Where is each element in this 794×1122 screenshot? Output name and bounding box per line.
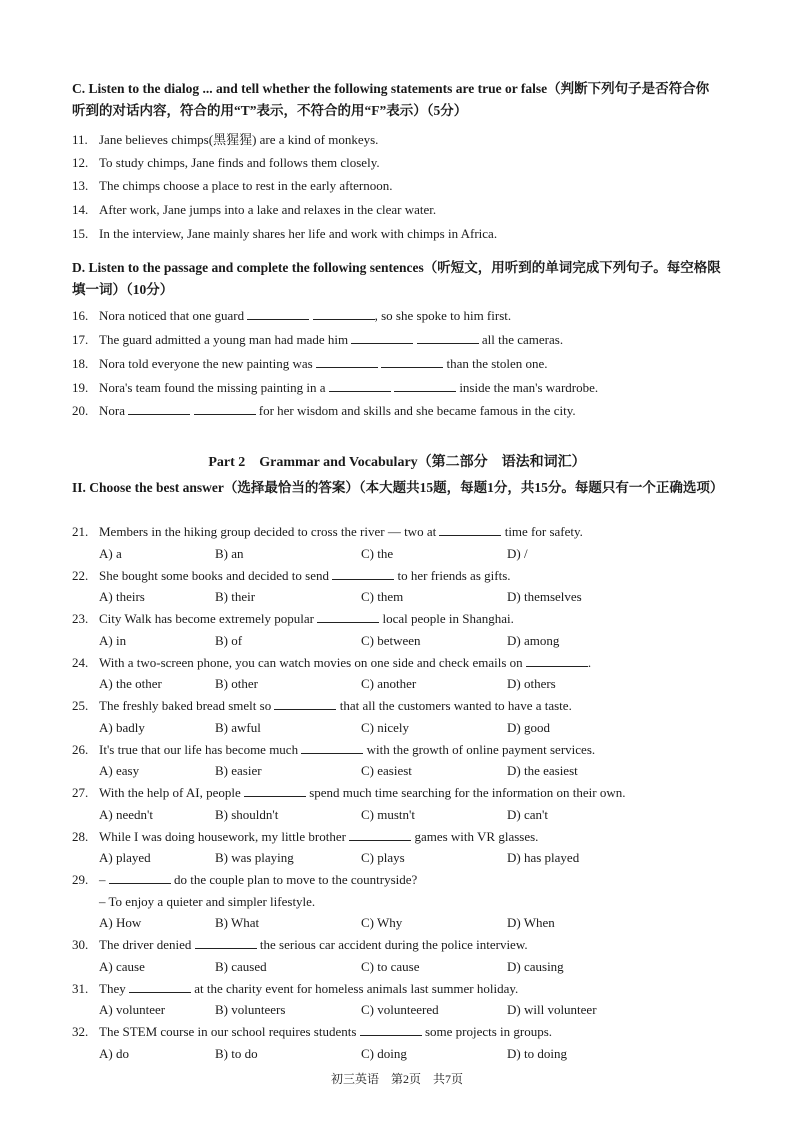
part-2-title: Part 2 Grammar and Vocabulary（第二部分 语法和词汇） <box>208 455 586 470</box>
list-item: 14. After work, Jane jumps into a lake and relaxes in the clear water. <box>72 202 437 217</box>
answer-blank[interactable] <box>128 402 190 415</box>
question-stem: 24. With a two-screen phone, you can watch movies on one side and check emails on . <box>72 655 592 670</box>
option[interactable]: B) volunteers <box>215 1002 286 1017</box>
answer-blank[interactable] <box>247 307 309 320</box>
option[interactable]: D) themselves <box>507 589 582 604</box>
answer-blank[interactable] <box>526 654 588 667</box>
answer-blank[interactable] <box>417 331 479 344</box>
option[interactable]: C) volunteered <box>361 1002 439 1017</box>
answer-blank[interactable] <box>194 402 256 415</box>
option[interactable]: B) was playing <box>215 850 294 865</box>
question-stem: 21. Members in the hiking group decided to cross the river — two at time for safety. <box>72 524 583 539</box>
page-footer: 初三英语 第2页 共7页 <box>330 1072 463 1086</box>
answer-blank[interactable] <box>349 828 411 841</box>
option[interactable]: D) has played <box>507 850 580 865</box>
question-stem: 27. With the help of AI, people spend much time searching for the information on their own. <box>72 785 626 800</box>
question-stem: 32. The STEM course in our school requires students some projects in groups. <box>72 1024 553 1039</box>
option[interactable]: A) badly <box>99 720 145 735</box>
answer-blank[interactable] <box>109 871 171 884</box>
option[interactable]: A) a <box>99 546 122 561</box>
option[interactable]: D) others <box>507 676 556 691</box>
option[interactable]: B) their <box>215 589 256 604</box>
option[interactable]: A) volunteer <box>99 1002 166 1017</box>
option[interactable]: C) Why <box>361 915 403 930</box>
option[interactable]: C) another <box>361 676 417 691</box>
question-response: – To enjoy a quieter and simpler lifestyle. <box>99 894 316 909</box>
answer-blank[interactable] <box>351 331 413 344</box>
option[interactable]: B) caused <box>215 959 267 974</box>
option[interactable]: A) played <box>99 850 151 865</box>
option[interactable]: C) doing <box>361 1046 407 1061</box>
option[interactable]: C) them <box>361 589 404 604</box>
option[interactable]: D) / <box>507 546 528 561</box>
option[interactable]: A) easy <box>99 763 140 778</box>
option[interactable]: A) theirs <box>99 589 145 604</box>
option[interactable]: D) will volunteer <box>507 1002 597 1017</box>
option[interactable]: A) needn't <box>99 807 153 822</box>
option[interactable]: B) other <box>215 676 258 691</box>
answer-blank[interactable] <box>244 784 306 797</box>
option[interactable]: B) an <box>215 546 244 561</box>
option[interactable]: C) nicely <box>361 720 410 735</box>
list-item: 15. In the interview, Jane mainly shares her life and work with chimps in Africa. <box>72 226 498 241</box>
list-item: 19. Nora's team found the missing painting in a inside the man's wardrobe. <box>72 380 599 395</box>
option[interactable]: A) do <box>99 1046 129 1061</box>
option[interactable]: D) good <box>507 720 550 735</box>
option[interactable]: D) When <box>507 915 555 930</box>
option[interactable]: C) to cause <box>361 959 420 974</box>
list-item: 13. The chimps choose a place to rest in the early afternoon. <box>72 178 393 193</box>
option[interactable]: D) causing <box>507 959 564 974</box>
answer-blank[interactable] <box>439 523 501 536</box>
option[interactable]: D) the easiest <box>507 763 578 778</box>
option[interactable]: B) awful <box>215 720 261 735</box>
list-item: 20. Nora for her wisdom and skills and she became famous in the city. <box>72 403 576 418</box>
answer-blank[interactable] <box>195 936 257 949</box>
question-stem: 22. She bought some books and decided to send to her friends as gifts. <box>72 568 511 583</box>
option[interactable]: B) What <box>215 915 260 930</box>
option[interactable]: A) the other <box>99 676 162 691</box>
question-stem: 28. While I was doing housework, my little brother games with VR glasses. <box>72 829 539 844</box>
option[interactable]: D) to doing <box>507 1046 567 1061</box>
option[interactable]: B) shouldn't <box>215 807 279 822</box>
answer-blank[interactable] <box>274 697 336 710</box>
option[interactable]: A) in <box>99 633 127 648</box>
answer-blank[interactable] <box>332 567 394 580</box>
section-d-heading: D. Listen to the passage and complete the following sentences（听短文，用听到的单词完成下列句子。每空格限填一词）（10分） <box>72 260 721 297</box>
option[interactable]: C) between <box>361 633 421 648</box>
question-stem: 29. – do the couple plan to move to the countryside? <box>72 872 418 887</box>
list-item: 16. Nora noticed that one guard , so she spoke to him first. <box>72 308 512 323</box>
answer-blank[interactable] <box>360 1023 422 1036</box>
question-stem: 23. City Walk has become extremely popular local people in Shanghai. <box>72 611 514 626</box>
answer-blank[interactable] <box>129 980 191 993</box>
list-item: 11. Jane believes chimps(黑猩猩) are a kind of monkeys. <box>72 132 379 147</box>
answer-blank[interactable] <box>394 379 456 392</box>
question-stem: 31. They at the charity event for homeless animals last summer holiday. <box>72 981 519 996</box>
option[interactable]: D) among <box>507 633 560 648</box>
option[interactable]: B) to do <box>215 1046 258 1061</box>
answer-blank[interactable] <box>316 355 378 368</box>
option[interactable]: C) easiest <box>361 763 412 778</box>
section-c-heading: C. Listen to the dialog ... and tell whether the following statements are true or false（判断下列句子是否符合你听到的对话内容，符合的用“T”表示，不符合的用“F”表示）（5分） <box>72 81 710 118</box>
option[interactable]: A) cause <box>99 959 145 974</box>
list-item: 12. To study chimps, Jane finds and follows them closely. <box>72 155 380 170</box>
option[interactable]: C) mustn't <box>361 807 415 822</box>
answer-blank[interactable] <box>301 741 363 754</box>
section-ii-heading: II. Choose the best answer（选择最恰当的答案）（本大题共15题，每题1分，共15分。每题只有一个正确选项） <box>72 480 724 495</box>
option[interactable]: C) plays <box>361 850 405 865</box>
option[interactable]: B) of <box>215 633 243 648</box>
answer-blank[interactable] <box>313 307 375 320</box>
option[interactable]: A) How <box>99 915 142 930</box>
option[interactable]: B) easier <box>215 763 262 778</box>
question-stem: 30. The driver denied the serious car accident during the police interview. <box>72 937 528 952</box>
answer-blank[interactable] <box>329 379 391 392</box>
option[interactable]: D) can't <box>507 807 548 822</box>
answer-blank[interactable] <box>317 610 379 623</box>
question-stem: 25. The freshly baked bread smelt so that all the customers wanted to have a taste. <box>72 698 572 713</box>
option[interactable]: C) the <box>361 546 394 561</box>
list-item: 18. Nora told everyone the new painting was than the stolen one. <box>72 356 548 371</box>
list-item: 17. The guard admitted a young man had made him all the cameras. <box>72 332 564 347</box>
answer-blank[interactable] <box>381 355 443 368</box>
question-stem: 26. It's true that our life has become much with the growth of online payment services. <box>72 742 596 757</box>
